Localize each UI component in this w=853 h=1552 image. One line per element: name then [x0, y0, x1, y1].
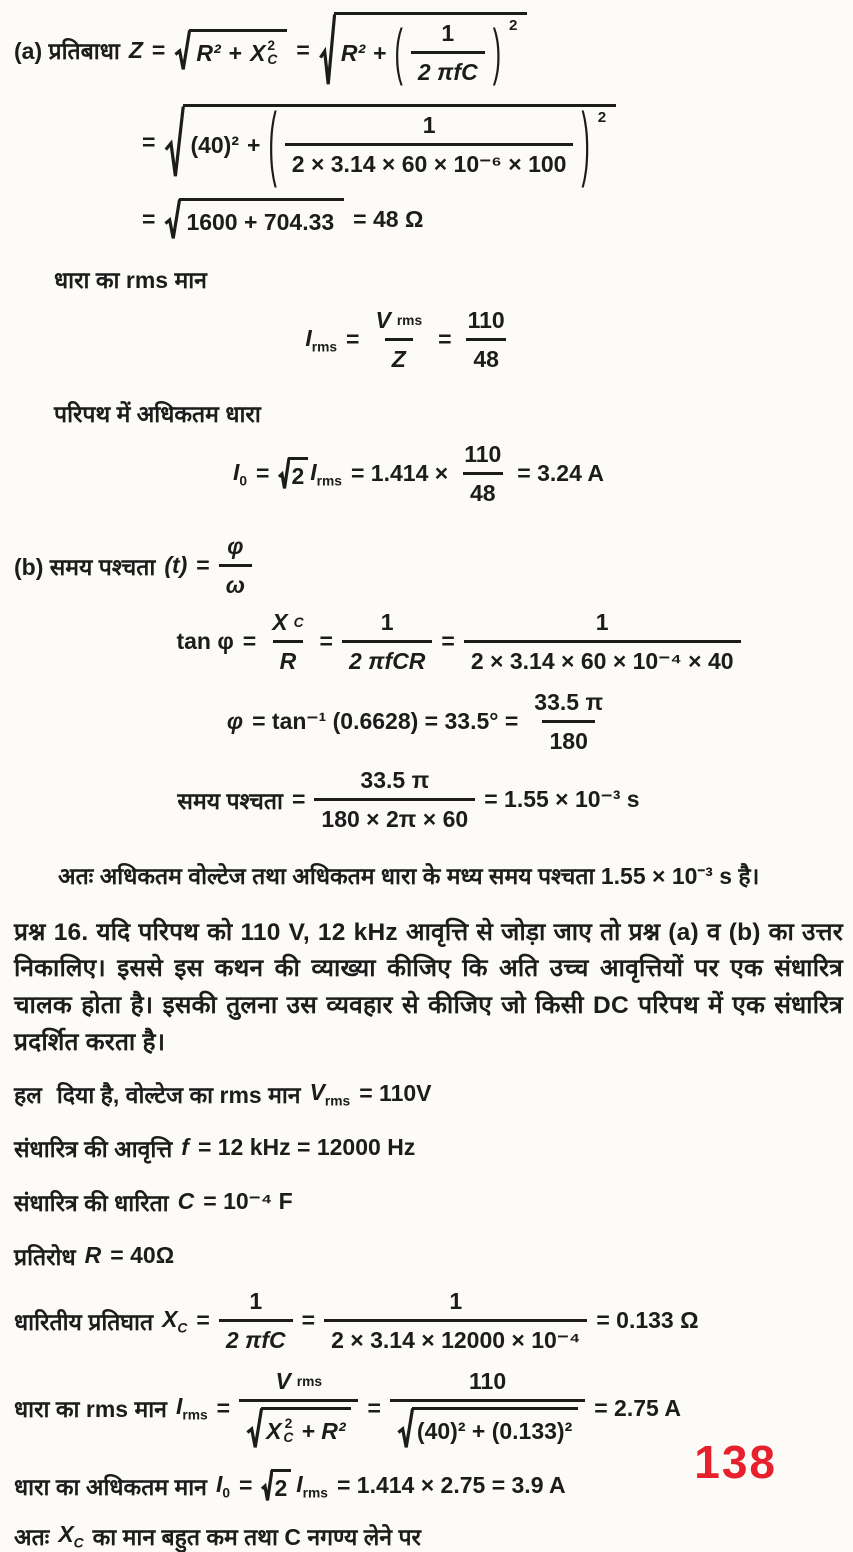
subscript-c: C — [73, 1535, 84, 1551]
part-a-heading: (a) प्रतिबाधा — [14, 38, 120, 64]
close-paren: ) — [492, 16, 502, 87]
sqrt-r2-frac — [319, 12, 528, 88]
equals-sign: = — [196, 1307, 210, 1333]
numerator: 33.5 π — [360, 766, 430, 793]
var-v: V — [309, 1078, 325, 1105]
equals-sign: = — [196, 552, 210, 578]
formula-irms — [0, 307, 823, 373]
conclusion-text: अतः अधिकतम वोल्टेज तथा अधिकतम धारा के मध्य समय पश्चता 1.55 × 10⁻³ s है। — [58, 862, 760, 889]
denominator: Z — [385, 338, 413, 373]
sqrt-two — [278, 457, 308, 490]
numerator: 1 — [595, 608, 609, 635]
fraction-33p5pi-over-180 — [527, 689, 610, 755]
var-f: f — [181, 1134, 189, 1160]
equals-sign: = — [346, 326, 360, 352]
var-v: V — [275, 1367, 291, 1394]
formula-capacitive-reactance — [14, 1288, 843, 1354]
conclusion-final — [14, 1520, 843, 1552]
superscript-2: 2 — [267, 37, 276, 53]
numerator: 1 — [422, 112, 436, 138]
subscript-rms: rms — [316, 473, 342, 489]
sum-term: (40)² + (0.133)² — [416, 1417, 573, 1444]
sqrt-body — [261, 1407, 351, 1450]
subscript-c: C — [177, 1320, 188, 1336]
sum-term: 1600 + 704.33 — [186, 208, 335, 235]
sqrt-body — [288, 457, 308, 490]
radical-icon — [164, 104, 185, 180]
formula-peak-current — [4, 441, 833, 507]
var-r-squared: R² — [340, 39, 366, 66]
equals-sign: = — [216, 1394, 231, 1421]
part-b-heading-line — [14, 533, 843, 599]
subscript-c: C — [267, 52, 278, 67]
equals-sign: = — [142, 128, 156, 155]
term-40-squared: (40)² — [190, 131, 239, 158]
var-t: (t) — [164, 552, 188, 578]
var-irms — [296, 1471, 328, 1501]
question-number: प्रश्न 16. — [14, 918, 89, 946]
var-phi: φ — [226, 708, 244, 734]
subscript-rms: rms — [296, 1373, 323, 1389]
subscript-rms: rms — [182, 1408, 208, 1424]
subscript-rms: rms — [324, 1093, 351, 1109]
var-irms — [305, 325, 337, 355]
sqrt-numeric — [164, 97, 616, 190]
var-i: I — [215, 1470, 223, 1497]
equals-sign: = — [242, 628, 257, 654]
fraction-time-lag — [314, 767, 475, 833]
sup-sub-stack — [267, 39, 277, 67]
open-paren: ( — [268, 97, 277, 190]
var-i0 — [233, 459, 247, 489]
equals-sign: = — [239, 1472, 253, 1498]
fraction-1-over-2pifc — [411, 20, 485, 86]
question-body: यदि परिपथ को 110 V, 12 kHz आवृत्ति से जोड़ा जाए तो प्रश्न (a) व (b) का उत्तर निकालिए। इससे इस कथन की व्याख्या कीजिए कि अति उच्च आवृत्तियों पर एक संधारित्र चालक होता है। इसकी तुलना उस व्यवहार से कीजिए जो किसी DC परिपथ में एक संधारित्र प्रदर्शित करता है। — [14, 918, 844, 1056]
hindi-label: प्रतिरोध — [14, 1243, 76, 1270]
value-frequency: = 12 kHz = 12000 Hz — [197, 1134, 416, 1160]
denominator: 48 — [466, 338, 506, 373]
sqrt-body — [334, 12, 528, 88]
numerator: 110 — [467, 306, 505, 333]
var-x: X — [272, 608, 288, 635]
given-resistance-line — [14, 1240, 843, 1272]
label-max-current — [54, 397, 843, 429]
open-paren: ( — [394, 16, 403, 87]
var-i: I — [305, 324, 312, 351]
fraction-110-over-48 — [457, 441, 508, 507]
denominator: 2 × 3.14 × 60 × 10⁻⁴ × 40 — [464, 640, 741, 675]
var-x: X — [162, 1305, 178, 1332]
close-paren: ) — [581, 97, 590, 190]
fraction-numeric — [324, 1288, 587, 1354]
hindi-label: धारा का अधिकतम मान — [14, 1473, 207, 1500]
fraction-1-over-2pifc — [219, 1288, 293, 1354]
sqrt-body — [271, 1469, 291, 1502]
subscript-0: 0 — [239, 473, 248, 489]
result-48-ohm: = 48 Ω — [353, 205, 424, 232]
subscript-c: C — [293, 614, 304, 630]
denominator — [239, 1399, 358, 1450]
var-i: I — [310, 458, 317, 485]
equals-sign: = — [296, 36, 310, 63]
numerator — [368, 307, 429, 338]
solution-given-line — [14, 1078, 843, 1110]
numerator: 1 — [380, 608, 394, 635]
fraction-numeric — [464, 609, 741, 675]
var-x: X — [250, 39, 266, 66]
denominator: 2 πfC — [219, 1319, 293, 1354]
hindi-label: परिपथ में अधिकतम धारा — [54, 400, 261, 427]
plus-sign: + — [247, 131, 261, 158]
sqrt-two — [261, 1469, 291, 1502]
var-i0 — [216, 1471, 230, 1501]
result-amps: = 3.24 A — [517, 460, 605, 486]
plus-r-squared: + R² — [301, 1417, 346, 1444]
mid-expression: = 1.414 × — [350, 460, 449, 486]
formula-time-lag — [0, 767, 823, 833]
formula-impedance-result — [142, 198, 843, 241]
var-i: I — [232, 458, 240, 485]
fraction-vrms-over-sqrt — [239, 1368, 358, 1450]
conclusion-text: का मान बहुत कम तथा C नगण्य लेने पर — [92, 1524, 421, 1550]
part-b-heading: (b) समय पश्चता — [14, 553, 156, 580]
hindi-label: धारितीय प्रतिघात — [14, 1308, 154, 1335]
given-frequency-line — [14, 1132, 843, 1164]
hindi-label: धारा का rms मान — [54, 266, 207, 293]
equals-sign: = — [256, 460, 270, 486]
var-x: X — [266, 1417, 282, 1444]
var-irms — [310, 459, 342, 489]
numerator: φ — [227, 532, 244, 559]
question-16-paragraph — [14, 915, 843, 1062]
var-xc-squared — [266, 1417, 293, 1445]
sqrt-body — [183, 97, 616, 190]
var-r-squared: R² — [196, 39, 221, 66]
atah-label: अतः — [14, 1524, 50, 1550]
denominator: 2 πfCR — [342, 640, 432, 675]
denominator: 2 × 3.14 × 12000 × 10⁻⁴ — [324, 1319, 587, 1354]
plus-sign: + — [373, 39, 387, 66]
denominator: 2 × 3.14 × 60 × 10⁻⁶ × 100 — [285, 143, 574, 178]
numerator — [268, 1368, 329, 1399]
var-vrms — [310, 1079, 351, 1109]
var-xc — [162, 1306, 187, 1336]
sqrt-body — [189, 29, 287, 72]
result-amps: = 1.414 × 2.75 = 3.9 A — [336, 1472, 566, 1498]
var-v: V — [375, 306, 391, 333]
numerator: 110 — [464, 440, 502, 467]
var-x: X — [58, 1521, 74, 1548]
subscript-rms: rms — [302, 1485, 328, 1501]
var-r: R — [84, 1242, 102, 1268]
denominator: ω — [219, 564, 252, 599]
subscript-c: C — [283, 1430, 294, 1446]
fraction-phi-over-omega — [219, 533, 252, 599]
var-c: C — [177, 1188, 195, 1214]
equals-sign: = — [441, 628, 455, 654]
denominator — [390, 1399, 585, 1450]
denominator: R — [273, 640, 304, 675]
sqrt-r2-xc2 — [174, 29, 287, 72]
numerator: 1 — [449, 1287, 463, 1314]
solution-label: हल — [14, 1081, 42, 1108]
formula-tan-phi — [44, 609, 853, 675]
numerator: 110 — [469, 1367, 507, 1394]
value-110v: = 110V — [359, 1080, 432, 1106]
equals-sign: = — [291, 786, 306, 812]
var-xc — [58, 1521, 83, 1551]
var-i: I — [175, 1393, 183, 1420]
result-amps: = 2.75 A — [594, 1394, 681, 1421]
tan-phi: tan φ — [176, 628, 234, 654]
sqrt-body — [412, 1407, 578, 1450]
fraction-xc-over-r — [265, 609, 310, 675]
equals-sign: = — [319, 628, 333, 654]
value-capacitance: = 10⁻⁴ F — [203, 1188, 293, 1214]
exponent-2: 2 — [597, 109, 607, 126]
number-two: 2 — [274, 1475, 288, 1501]
label-rms-current — [54, 263, 843, 295]
arctan-expression: = tan⁻¹ (0.6628) = 33.5° = — [252, 708, 519, 734]
fraction-110-over-48 — [461, 307, 512, 373]
sup-sub-stack — [283, 1417, 293, 1445]
fraction-numeric — [285, 112, 574, 178]
sqrt-numeric — [397, 1407, 578, 1450]
var-i: I — [296, 1470, 303, 1497]
result-ohm: = 0.133 Ω — [596, 1307, 699, 1333]
denominator: 2 πfC — [411, 51, 485, 86]
var-z: Z — [128, 36, 143, 63]
hindi-label: संधारित्र की धारिता — [14, 1189, 169, 1216]
given-capacitance-line — [14, 1186, 843, 1218]
equals-sign: = — [142, 205, 156, 232]
superscript-2: 2 — [284, 1416, 293, 1432]
number-two: 2 — [291, 463, 305, 489]
hindi-label: धारा का rms मान — [14, 1396, 167, 1423]
sqrt-body — [179, 198, 344, 241]
formula-impedance-numeric — [142, 97, 843, 190]
subscript-0: 0 — [222, 1485, 231, 1501]
var-irms — [176, 1393, 208, 1423]
var-xc-squared — [250, 39, 277, 67]
hindi-label-time-lag: समय पश्चता — [177, 787, 283, 814]
sqrt-xc2-r2 — [246, 1407, 351, 1450]
numerator: 33.5 π — [534, 688, 604, 715]
denominator: 180 × 2π × 60 — [314, 798, 475, 833]
equals-sign: = — [151, 36, 166, 63]
subscript-rms: rms — [311, 339, 338, 355]
given-text: दिया है, वोल्टेज का rms मान — [56, 1081, 301, 1108]
exponent-2: 2 — [509, 17, 518, 34]
sqrt-1600 — [164, 198, 344, 241]
denominator: 48 — [463, 472, 503, 507]
numerator: 1 — [249, 1287, 263, 1314]
value-resistance: = 40Ω — [110, 1242, 175, 1268]
numerator — [265, 609, 310, 640]
equals-sign: = — [438, 326, 452, 352]
fraction-1-over-2pifcr — [342, 609, 432, 675]
subscript-rms: rms — [396, 312, 423, 328]
formula-phi — [4, 689, 833, 755]
numerator: 1 — [441, 20, 455, 46]
page-number: 138 — [694, 1436, 777, 1488]
equals-sign: = — [301, 1307, 316, 1333]
denominator: 180 — [542, 720, 594, 755]
conclusion-part-b — [58, 859, 843, 891]
formula-impedance-definition — [14, 12, 843, 88]
fraction-110-over-sqrt — [390, 1368, 585, 1450]
fraction-vrms-over-z — [368, 307, 429, 373]
equals-sign: = — [367, 1394, 381, 1421]
result-seconds: = 1.55 × 10⁻³ s — [484, 786, 640, 812]
plus-sign: + — [228, 39, 243, 66]
hindi-label: संधारित्र की आवृत्ति — [14, 1135, 173, 1162]
